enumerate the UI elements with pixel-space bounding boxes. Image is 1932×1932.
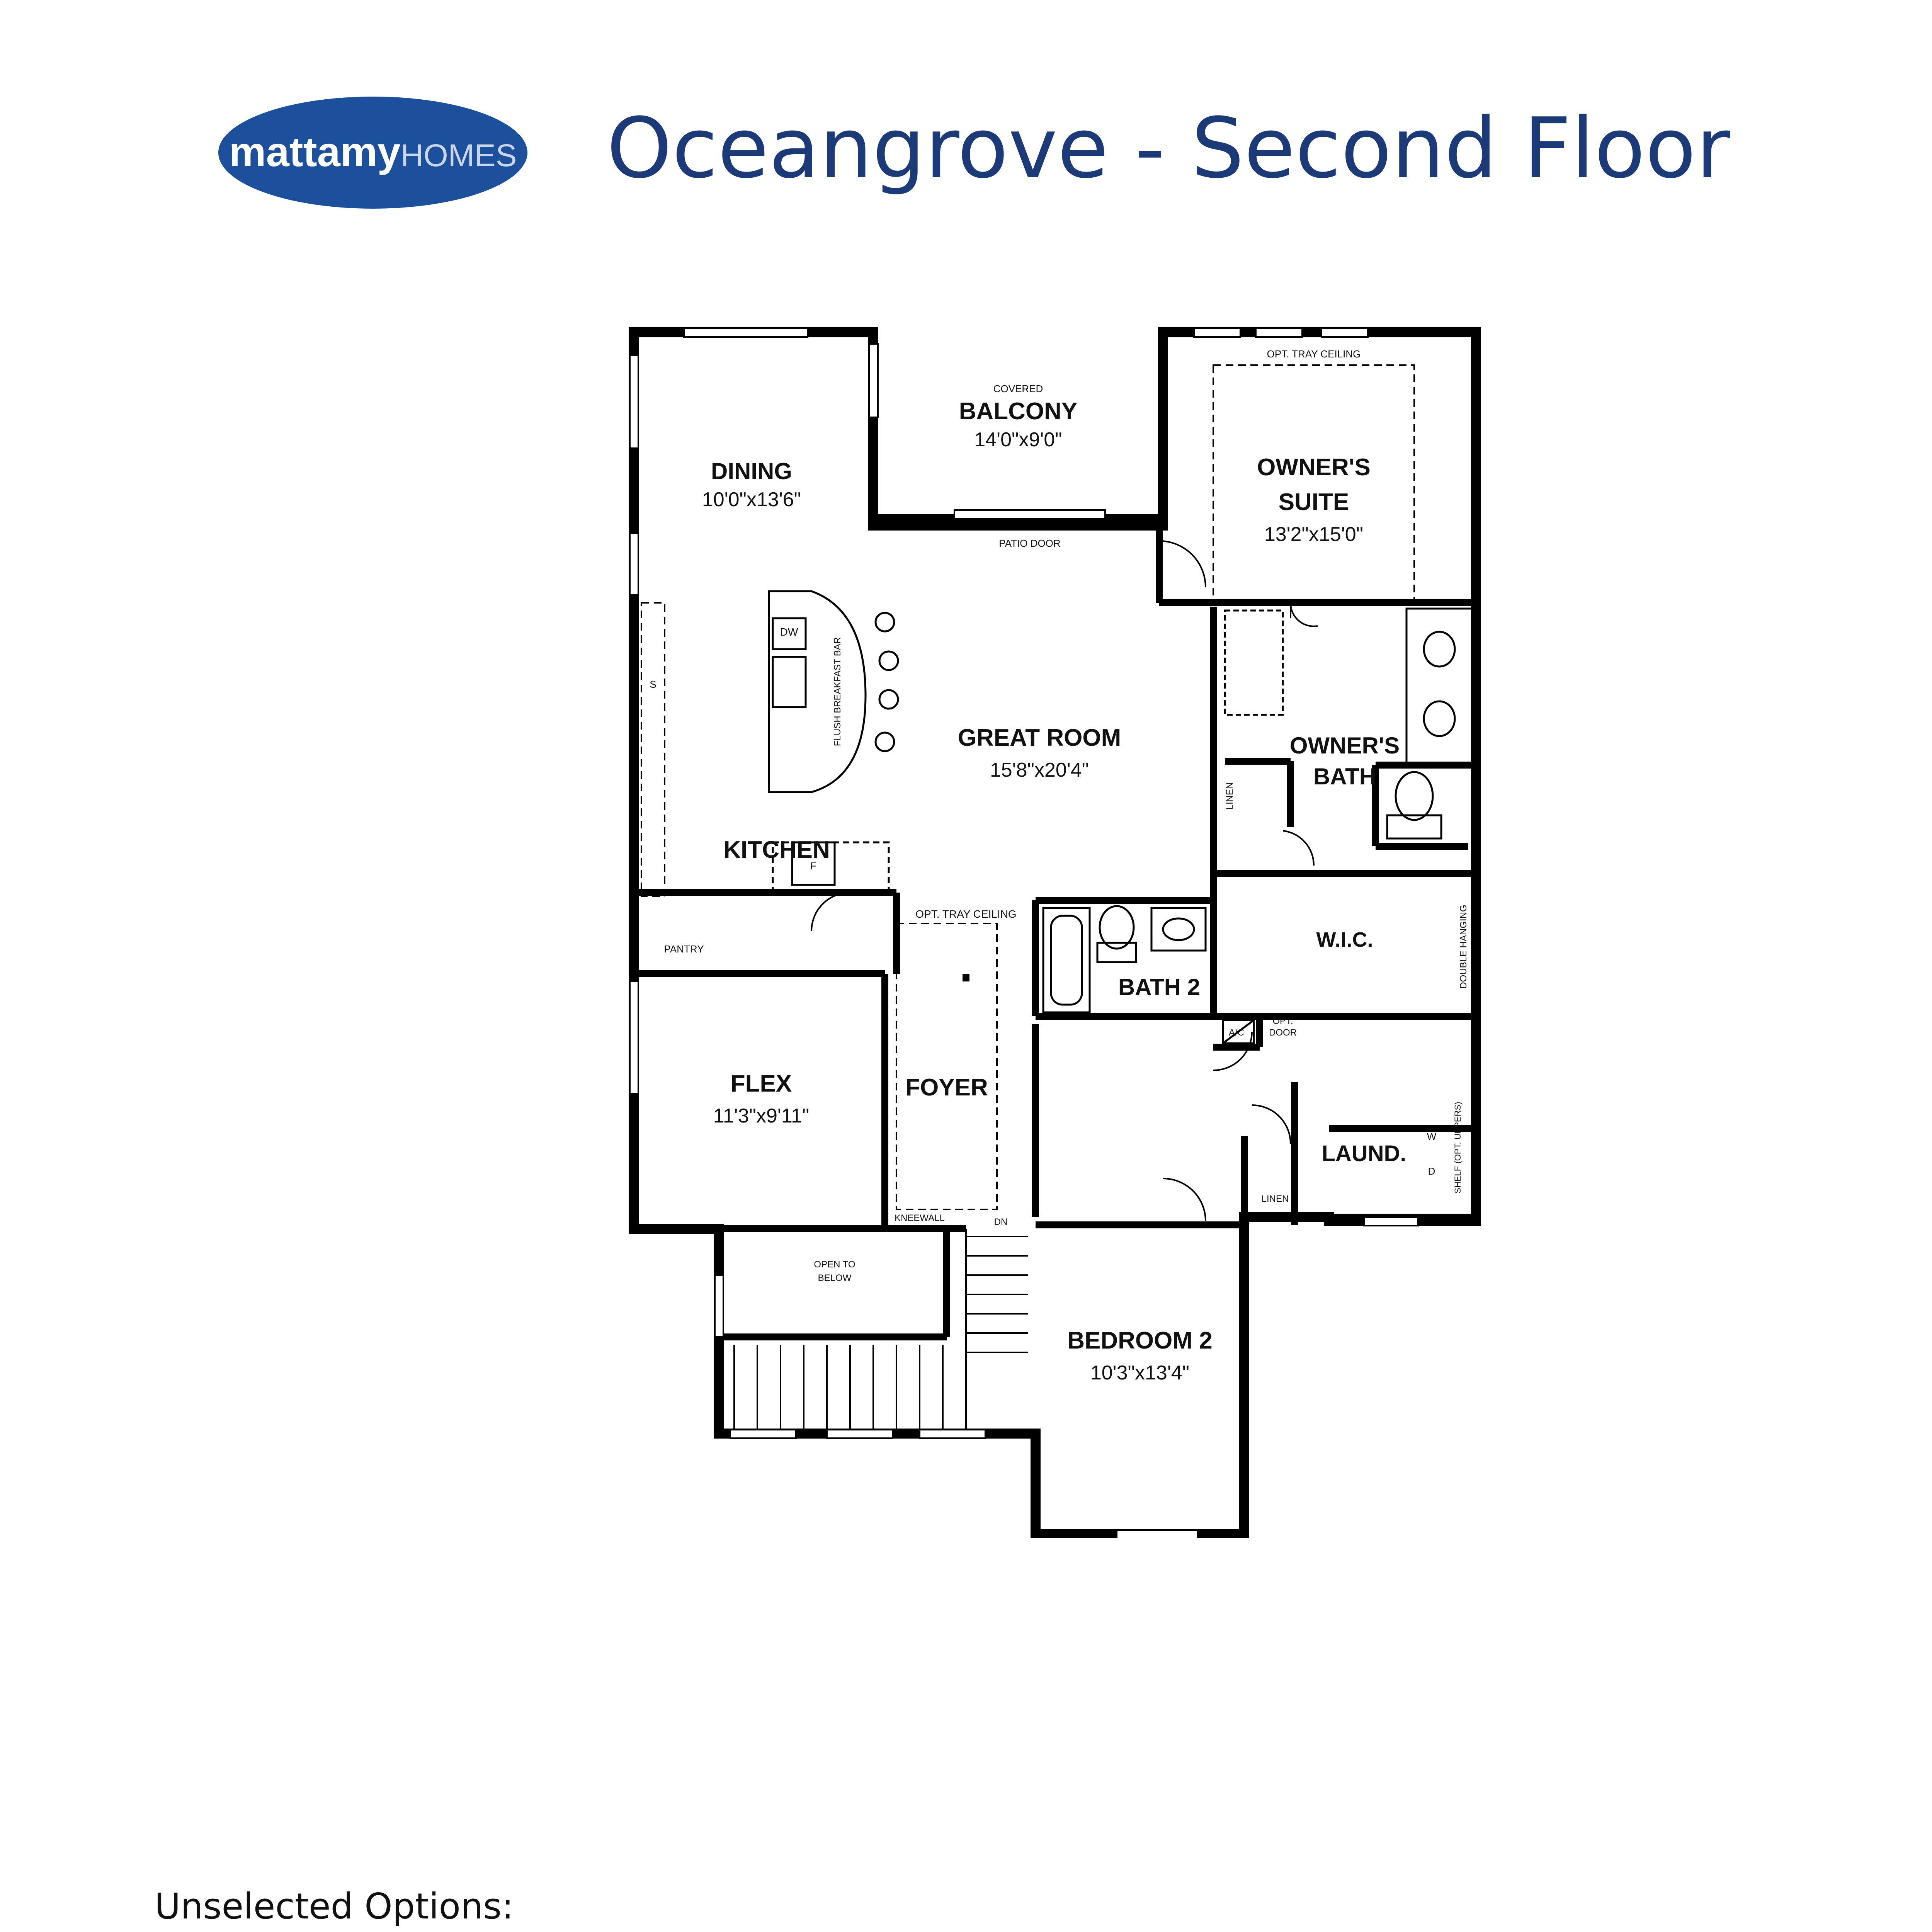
logo-text: mattamyHOMES [229, 128, 517, 175]
room-great-room-name: GREAT ROOM [957, 724, 1121, 751]
room-flex-name: FLEX [730, 1070, 792, 1097]
room-dining-dims: 10'0"x13'6" [702, 488, 801, 511]
label-fridge: F [810, 860, 816, 872]
room-owners-bath-name1: OWNER'S [1289, 733, 1400, 759]
room-great-room-dims: 15'8"x20'4" [990, 759, 1089, 781]
label-kneewall: KNEEWALL [895, 1213, 945, 1223]
label-linen-hall: LINEN [1261, 1194, 1289, 1204]
room-flex-dims: 11'3"x9'11" [713, 1105, 810, 1127]
page-title: Oceangrove - Second Floor [607, 100, 1730, 197]
room-foyer-name: FOYER [905, 1074, 988, 1101]
label-double-hanging: DOUBLE HANGING [1458, 905, 1469, 989]
room-bedroom2-dims: 10'3"x13'4" [1090, 1362, 1190, 1384]
room-bedroom2-name: BEDROOM 2 [1067, 1327, 1213, 1354]
mattamy-homes-logo [216, 95, 529, 211]
label-sink: S [650, 679, 656, 690]
label-dryer: D [1428, 1165, 1435, 1177]
room-owners-suite-name1: OWNER'S [1257, 454, 1371, 481]
label-opt-tray-ceiling-foyer: OPT. TRAY CEILING [915, 908, 1017, 920]
room-balcony-note: COVERED [993, 383, 1043, 395]
room-bath2-name: BATH 2 [1118, 974, 1201, 1000]
room-balcony-name: BALCONY [959, 398, 1078, 425]
bath-fixtures [1043, 609, 1472, 1043]
label-patio-door: PATIO DOOR [999, 537, 1061, 549]
label-open-to-1: OPEN TO [814, 1259, 855, 1270]
label-opt-tray-ceiling-suite: OPT. TRAY CEILING [1267, 348, 1361, 360]
room-dining-name: DINING [711, 458, 792, 484]
room-kitchen-name: KITCHEN [723, 837, 830, 863]
label-washer: W [1427, 1131, 1437, 1142]
label-dn: DN [994, 1217, 1008, 1227]
label-opt-door-1: OPT. [1272, 1016, 1293, 1026]
room-wic-name: W.I.C. [1316, 928, 1373, 951]
label-dw: DW [780, 626, 798, 638]
label-open-to-2: BELOW [818, 1273, 852, 1283]
room-owners-suite-dims: 13'2"x15'0" [1264, 523, 1364, 546]
label-shelf: SHELF (OPT. UPPERS) [1453, 1102, 1463, 1194]
label-linen-bath: LINEN [1225, 782, 1235, 810]
label-opt-door-2: DOOR [1269, 1027, 1297, 1038]
room-balcony-dims: 14'0"x9'0" [974, 429, 1062, 451]
stairs [734, 1229, 1028, 1430]
room-owners-bath-name2: BATH [1313, 764, 1376, 789]
floorplan [618, 325, 1492, 1538]
label-ac: A/C [1228, 1027, 1245, 1038]
label-pantry: PANTRY [664, 943, 704, 955]
room-owners-suite-name2: SUITE [1278, 489, 1349, 515]
label-flush-breakfast-bar: FLUSH BREAKFAST BAR [832, 637, 843, 747]
room-laundry-name: LAUND. [1321, 1141, 1406, 1166]
unselected-options-label: Unselected Options: [155, 1886, 514, 1927]
